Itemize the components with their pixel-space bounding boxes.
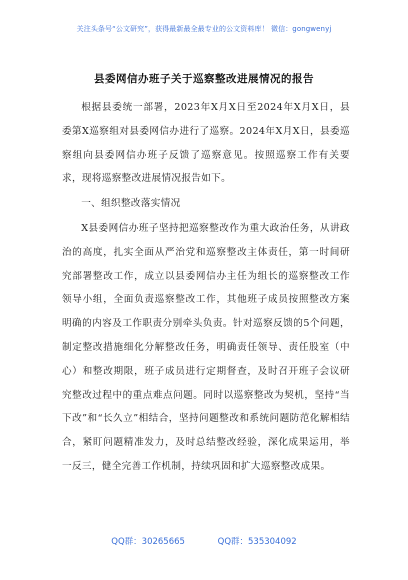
footer-qq-group-2: QQ群：535304092 [217,537,297,547]
document-body [62,96,350,479]
header-banner: 关注头条号“公文研究”，获得最新最全最专业的公文资料库！ 微信：gongwenyj [76,25,332,33]
footer [0,535,408,547]
intro-paragraph: 根据县委统一部署，2023年X月X日至2024年X月X日，县委第X巡察组对县委网信办进行了巡察。2024年X月X日，县委巡察组向县委网信办班子反馈了巡察意见。按照巡察工作有关要求，现将巡察整改进展情况报告如下。 [62,102,350,185]
section-heading: 一、组织整改落实情况 [81,198,181,210]
document-title: 县委网信办班子关于巡察整改进展情况的报告 [94,73,314,85]
body-paragraph: X县委网信办班子坚持把巡察整改作为重大政治任务，从讲政治的高度，扎实全面从严治党和巡察整改主体责任，第一时间研究部署整改工作，成立以县委网信办主任为组长的巡察整改工作领导小组，全面负责巡察整改工作，其他班子成员按照整改方案明确的内容及工作职责分别牵头负责。针对巡察反馈的5个问题，制定整改措施细化分解整改任务，明确责任领导、责任股室（中心）和整改期限，班子成员进行定期督查，及时召开班子会议研究整改过程中的重点难点问题。同时以巡察整改为契机，坚持“当下改”和“长久立”相结合，坚持问题整改和系统问题防范化解相结合，紧盯问题精准发力，及时总结整改经验，深化成果运用，举一反三，健全完善工作机制，持续巩固和扩大巡察整改成果。 [62,222,350,472]
footer-qq-group-1: QQ群：30265665 [111,537,185,547]
